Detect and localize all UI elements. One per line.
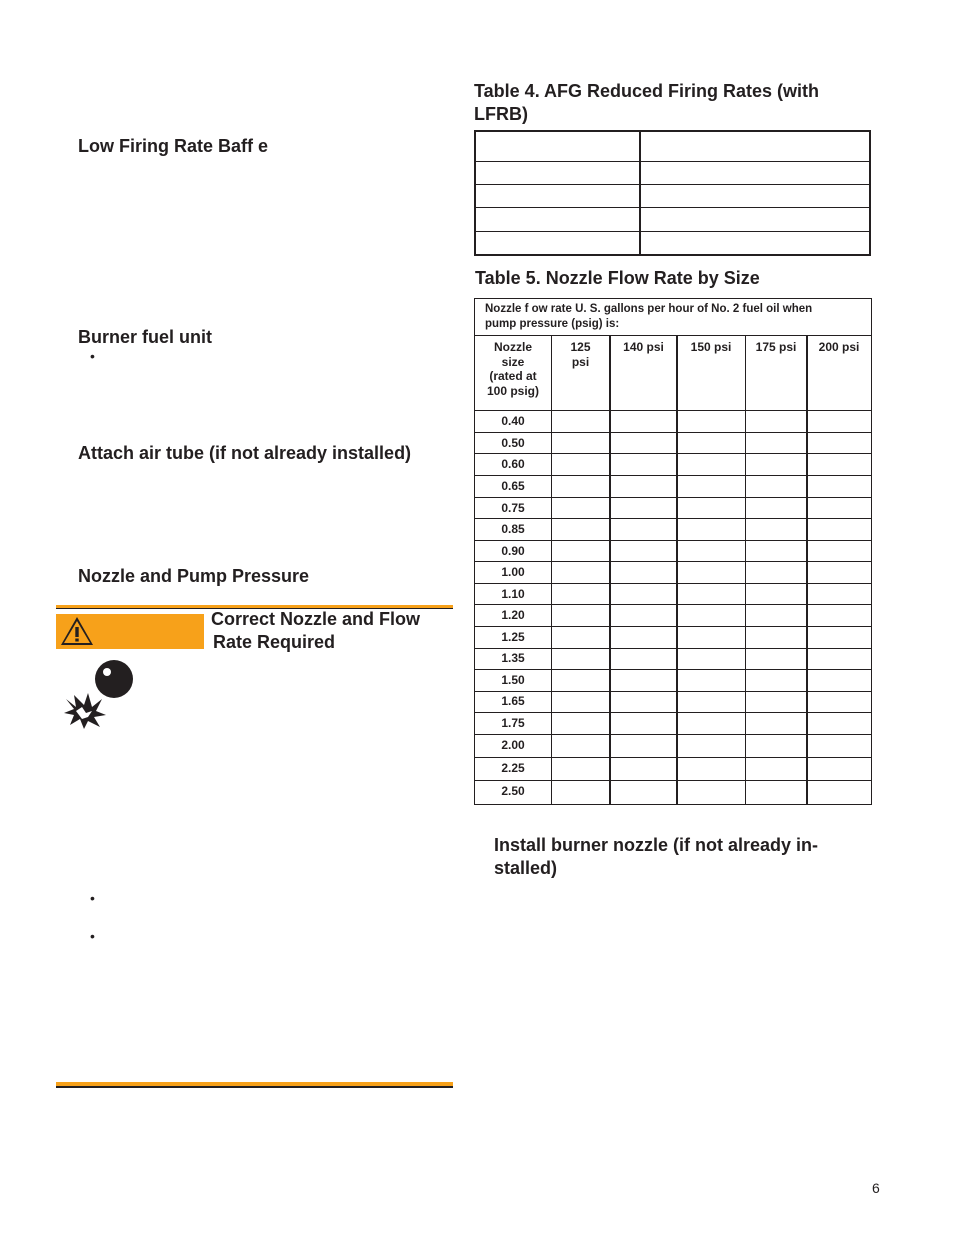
table5-row-divider: [475, 583, 871, 584]
table5-row-divider: [475, 540, 871, 541]
nozzle-size-cell: 2.50: [501, 784, 525, 798]
heading-nozzle-pump-pressure: Nozzle and Pump Pressure: [78, 566, 310, 586]
nozzle-size-cell: 0.40: [501, 414, 525, 428]
table4-row-divider: [476, 184, 869, 185]
heading-attach-air-tube: Attach air tube (if not already installed): [78, 443, 412, 463]
nozzle-size-cell: 1.35: [501, 651, 525, 665]
table4-row-divider: [476, 161, 869, 162]
nozzle-size-cell: 1.50: [501, 673, 525, 687]
header-175-psi: 175 psi: [745, 335, 807, 410]
nozzle-size-cell: 1.20: [501, 608, 525, 622]
nozzle-size-cell: 0.60: [501, 457, 525, 471]
bullet: •: [90, 928, 95, 944]
nozzle-size-cell: 0.65: [501, 479, 525, 493]
nozzle-size-cell: 0.50: [501, 436, 525, 450]
table5-row-divider: [475, 780, 871, 781]
bullet: •: [90, 890, 95, 906]
nozzle-size-cell: 1.65: [501, 694, 525, 708]
table5-row-divider: [475, 712, 871, 713]
nozzle-size-cell: 0.90: [501, 544, 525, 558]
header-nozzle-size-line: (rated at: [489, 369, 537, 383]
warning-title-line-2: Rate Required: [213, 632, 336, 652]
table5-title: Table 5. Nozzle Flow Rate by Size: [475, 268, 760, 288]
nozzle-size-cell: 1.75: [501, 716, 525, 730]
table5-row-divider: [475, 691, 871, 692]
nozzle-size-cell: 2.00: [501, 738, 525, 752]
heading-install-burner-nozzle-line-2: stalled): [494, 858, 558, 878]
table5-row-divider: [475, 410, 871, 411]
table5-row-divider: [475, 734, 871, 735]
heading-install-burner-nozzle: [494, 834, 854, 880]
heading-install-burner-nozzle-line-1: Install burner nozzle (if not already in-: [494, 835, 819, 855]
header-nozzle-size-line: 100 psig): [486, 383, 540, 398]
table5-row-divider: [475, 432, 871, 433]
header-125-psi-line: psi: [571, 354, 590, 369]
warning-triangle-icon: [60, 616, 94, 646]
table4-title-line-2: LFRB): [474, 104, 528, 124]
header-nozzle-size: [475, 335, 551, 410]
table5-caption-line-1: Nozzle f ow rate U. S. gallons per hour of No. 2 fuel oil when: [485, 303, 813, 315]
nozzle-size-cell: 0.85: [501, 522, 525, 536]
heading-burner-fuel-unit: Burner fuel unit: [78, 327, 212, 347]
nozzle-size-cell: 0.75: [501, 501, 525, 515]
table5-caption: [485, 302, 865, 332]
header-125-psi-line: 125: [570, 340, 591, 354]
table5-caption-line-2: pump pressure (psig) is:: [485, 318, 620, 330]
table5-row-divider: [475, 475, 871, 476]
heading-low-firing-rate-baffle: Low Firing Rate Baff e: [78, 136, 269, 156]
table4-title: [474, 80, 874, 126]
nozzle-size-cell: 1.00: [501, 565, 525, 579]
table5: [474, 298, 872, 805]
nozzle-size-cell: 1.10: [501, 587, 525, 601]
table5-row-divider: [475, 604, 871, 605]
table4-column-divider: [639, 132, 641, 254]
table5-row-divider: [475, 453, 871, 454]
table4-title-line-1: Table 4. AFG Reduced Firing Rates (with: [474, 81, 820, 101]
header-125-psi: [551, 335, 610, 410]
page-number: 6: [872, 1180, 880, 1196]
bullet: •: [90, 348, 95, 364]
explosion-icon: [62, 655, 138, 731]
table4-row-divider: [476, 207, 869, 208]
table5-row-divider: [475, 757, 871, 758]
table4-row-divider: [476, 231, 869, 232]
table5-row-divider: [475, 561, 871, 562]
nozzle-size-cell: 1.25: [501, 630, 525, 644]
warning-bottom-rule-dark: [56, 1086, 453, 1088]
nozzle-size-cell: 2.25: [501, 761, 525, 775]
table5-row-divider: [475, 626, 871, 627]
header-nozzle-size-line: size: [501, 354, 525, 369]
table5-row-divider: [475, 497, 871, 498]
table5-row-divider: [475, 669, 871, 670]
header-150-psi: 150 psi: [677, 335, 745, 410]
warning-title: [211, 608, 451, 654]
header-140-psi: 140 psi: [610, 335, 677, 410]
table5-row-divider: [475, 518, 871, 519]
header-200-psi: 200 psi: [807, 335, 871, 410]
table5-row-divider: [475, 648, 871, 649]
table4: [474, 130, 871, 256]
warning-title-line-1: Correct Nozzle and Flow: [211, 609, 421, 629]
header-nozzle-size-line: Nozzle: [493, 340, 532, 354]
